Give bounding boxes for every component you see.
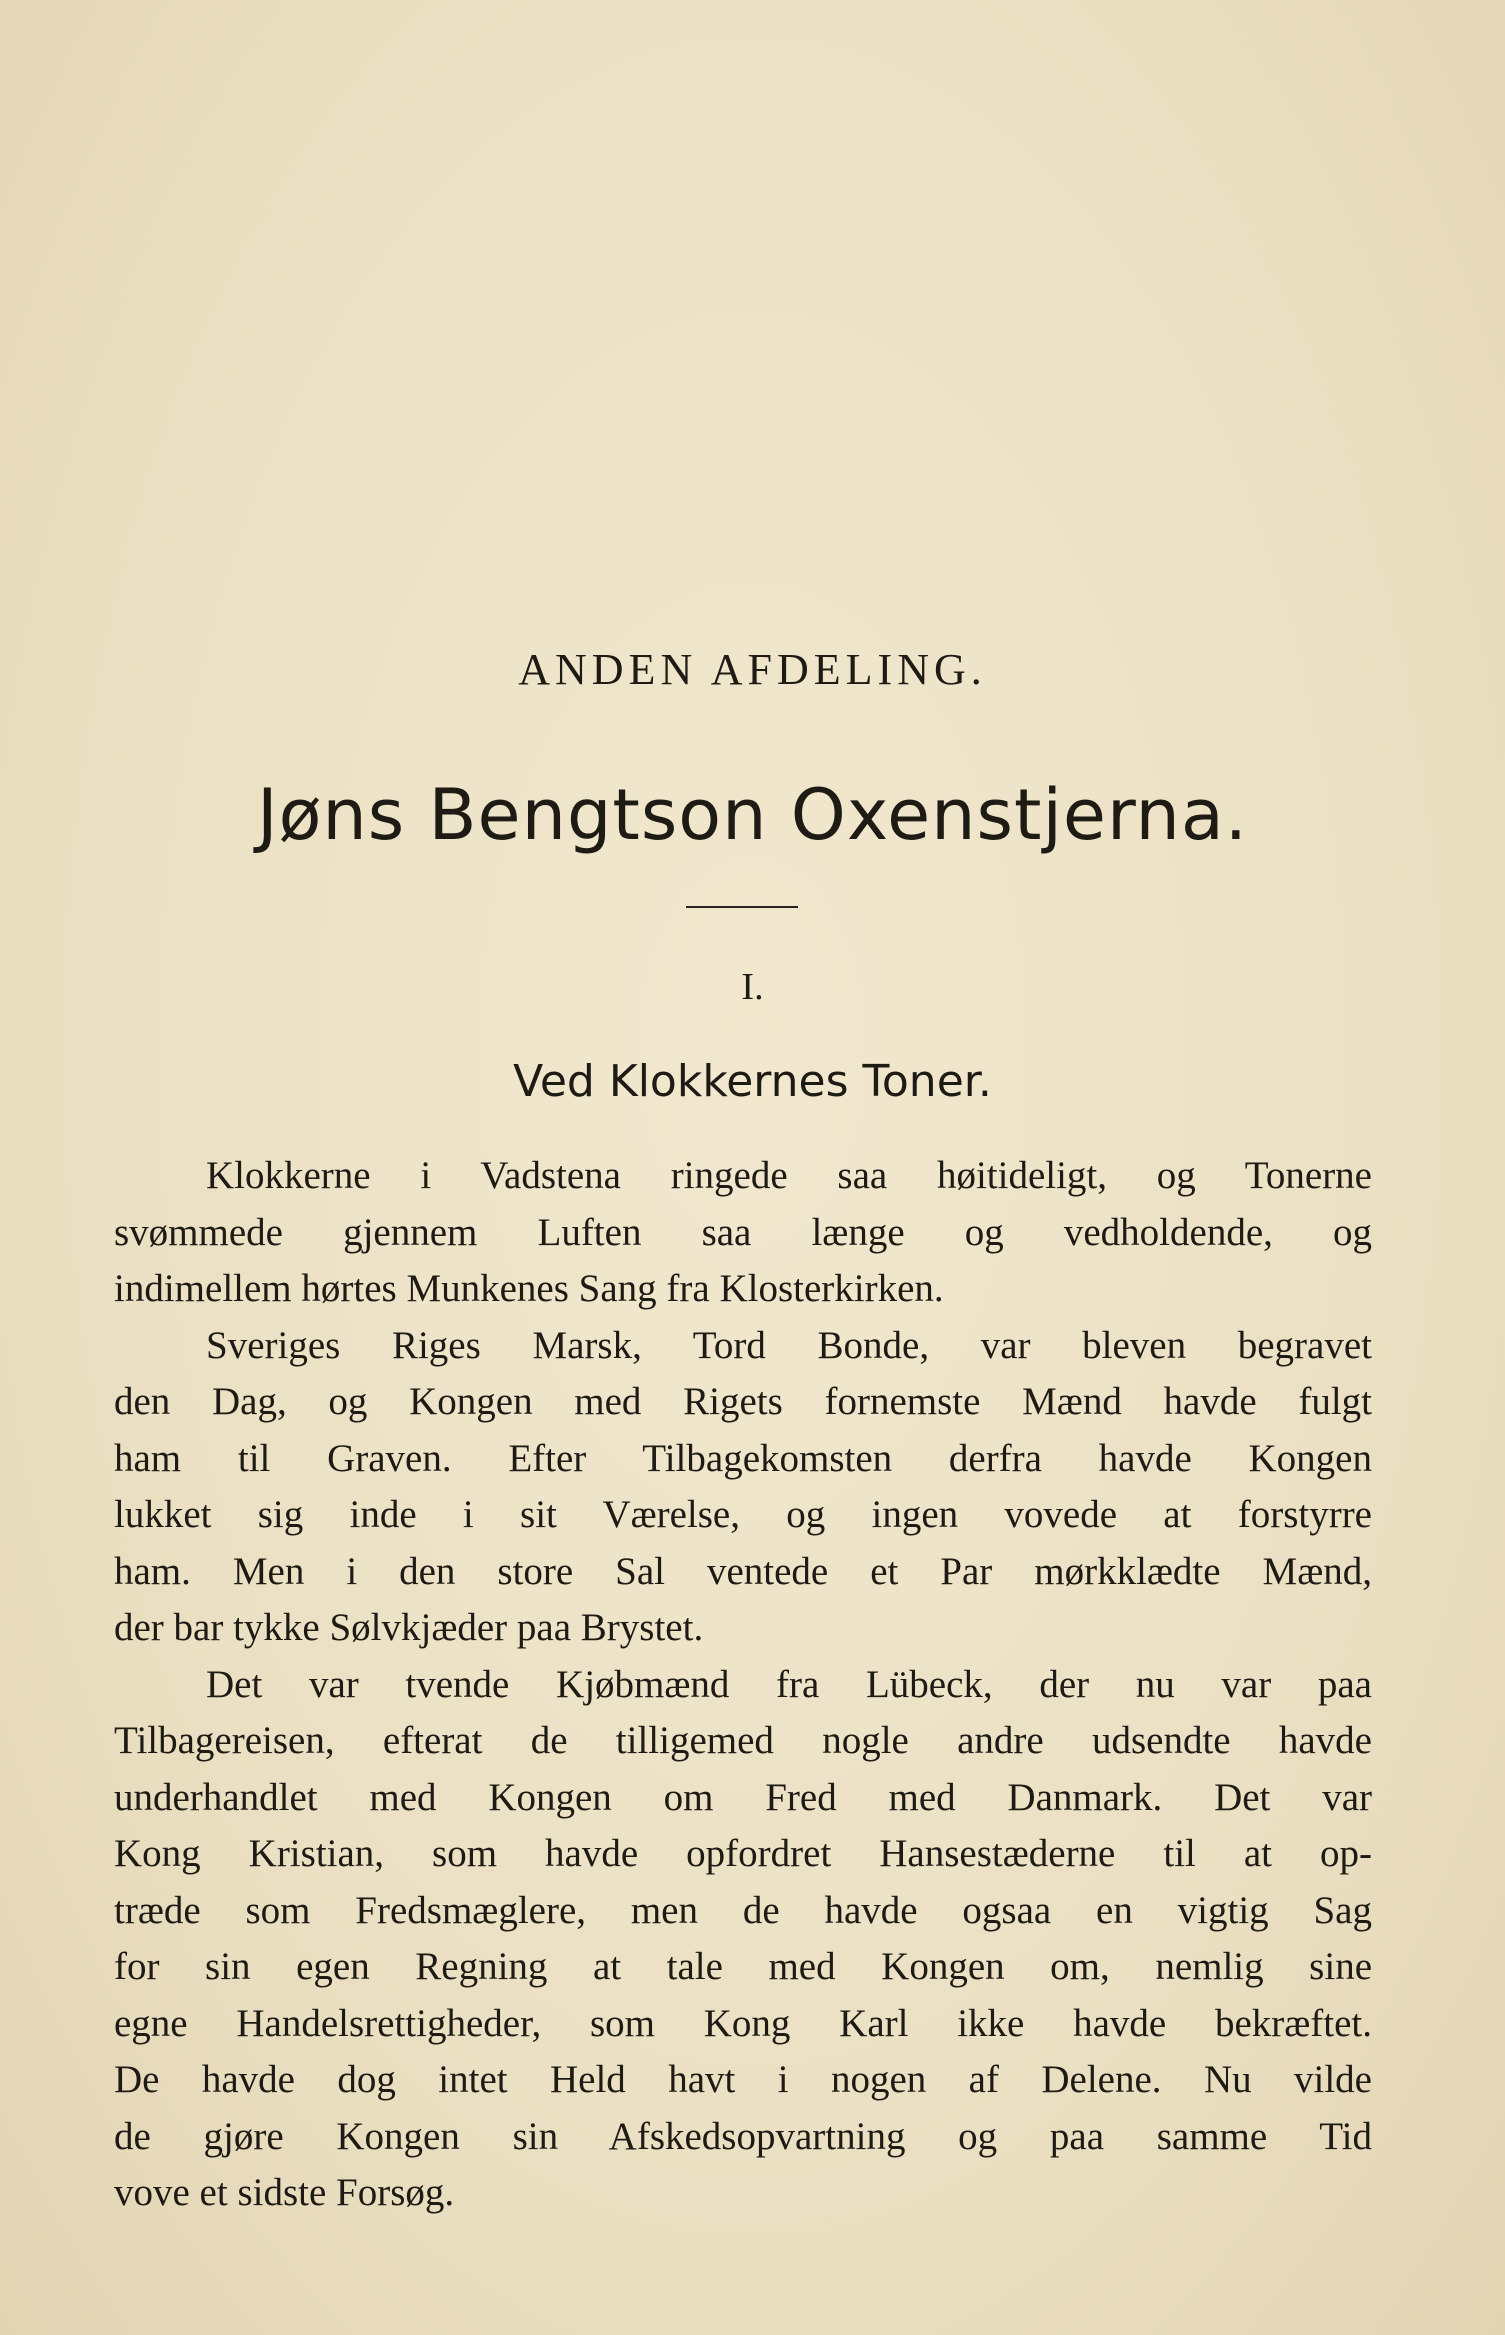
text-line: Det var tvende Kjøbmænd fra Lübeck, der nu var paa (206, 1662, 1372, 1706)
text-line: egne Handelsrettigheder, som Kong Karl ikke havde bekræftet. (114, 2001, 1372, 2045)
text-line: De havde dog intet Held havt i nogen af Delene. Nu vilde (114, 2058, 1372, 2101)
text-line: svømmede gjennem Luften saa længe og vedholdende, og (114, 1210, 1372, 1254)
text-line: Sveriges Riges Marsk, Tord Bonde, var bleven begravet (206, 1323, 1372, 1367)
chapter-title: Jøns Bengtson Oxenstjerna. (256, 774, 1249, 856)
text-line: Kong Kristian, som havde opfordret Hansestæderne til at op- (114, 1832, 1372, 1875)
title-divider (686, 906, 798, 908)
text-line: der bar tykke Sølvkjæder paa Brystet. (114, 1606, 704, 1649)
section-heading: ANDEN AFDELING. (518, 645, 987, 694)
text-line: den Dag, og Kongen med Rigets fornemste Mænd havde fulgt (114, 1380, 1372, 1423)
text-line: Klokkerne i Vadstena ringede saa høitideligt, og Tonerne (206, 1154, 1372, 1197)
text-line: de gjøre Kongen sin Afskedsopvartning og paa samme Tid (114, 2114, 1372, 2158)
text-line: ham til Graven. Efter Tilbagekomsten derfra havde Kongen (114, 1436, 1372, 1480)
paragraph (114, 1318, 1372, 1657)
chapter-subtitle: Ved Klokkernes Toner. (513, 1056, 992, 1107)
text-line: for sin egen Regning at tale med Kongen om, nemlig sine (114, 1945, 1372, 1988)
text-line: indimellem hørtes Munkenes Sang fra Klosterkirken. (114, 1267, 944, 1310)
part-number: I. (741, 966, 764, 1008)
paragraph (114, 1148, 1372, 1318)
text-line: Tilbagereisen, efterat de tilligemed nogle andre udsendte havde (114, 1719, 1372, 1762)
text-line: træde som Fredsmæglere, men de havde ogsaa en vigtig Sag (114, 1888, 1372, 1932)
text-line: underhandlet med Kongen om Fred med Danmark. Det var (114, 1775, 1372, 1819)
text-line: vove et sidste Forsøg. (114, 2171, 455, 2214)
body-text (114, 1148, 1372, 2222)
text-line: ham. Men i den store Sal ventede et Par mørkklædte Mænd, (114, 1549, 1372, 1593)
text-line: lukket sig inde i sit Værelse, og ingen vovede at forstyrre (114, 1493, 1372, 1536)
paragraph (114, 1657, 1372, 2222)
